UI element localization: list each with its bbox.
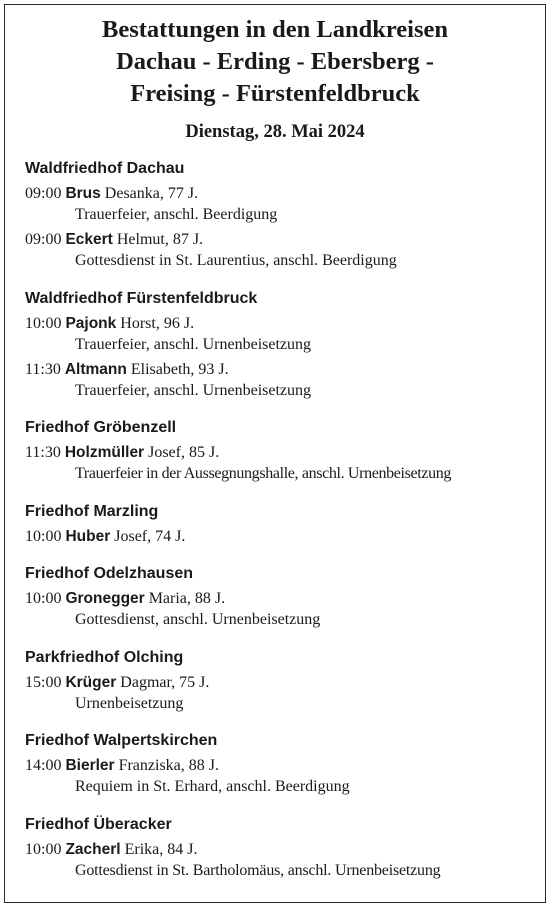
burial-entry (25, 672, 540, 714)
deceased-surname: Bierler (65, 757, 115, 774)
cemetery-section (25, 730, 540, 797)
cemetery-section (25, 158, 540, 271)
deceased-given-name-age: Maria, 88 J. (148, 590, 226, 607)
notice-header (0, 14, 550, 144)
burial-entry (25, 839, 540, 881)
cemetery-name: Friedhof Walpertskirchen (25, 732, 218, 749)
deceased-given-name-age: Dagmar, 75 J. (120, 673, 210, 691)
cemetery-name: Waldfriedhof Dachau (25, 160, 185, 177)
burial-time: 15:00 (25, 673, 62, 691)
deceased-surname: Krüger (65, 673, 117, 691)
burial-list (25, 158, 540, 897)
ceremony-detail: Urnenbeisetzung (75, 694, 184, 712)
deceased-surname: Zacherl (65, 840, 121, 858)
burial-entry (25, 229, 540, 271)
deceased-given-name-age: Desanka, 77 J. (104, 185, 199, 202)
deceased-surname: Eckert (65, 231, 113, 248)
cemetery-section (25, 417, 540, 484)
title-line-1: Bestattungen in den Landkreisen (101, 16, 449, 43)
deceased-given-name-age: Elisabeth, 93 J. (130, 360, 229, 378)
deceased-given-name-age: Horst, 96 J. (120, 314, 195, 332)
burial-entry (25, 442, 540, 484)
burial-time: 10:00 (25, 840, 62, 858)
ceremony-detail: Trauerfeier in der Aussegnungshalle, anschl. Urnenbeisetzung (75, 465, 452, 482)
burial-time: 11:30 (25, 360, 61, 378)
cemetery-section (25, 288, 540, 401)
deceased-surname: Holzmüller (64, 444, 145, 461)
cemetery-name: Friedhof Gröbenzell (25, 419, 177, 436)
deceased-given-name-age: Franziska, 88 J. (118, 757, 220, 774)
burial-entry (25, 313, 540, 355)
deceased-surname: Brus (65, 185, 101, 202)
ceremony-detail: Gottesdienst in St. Laurentius, anschl. Beerdigung (75, 252, 397, 269)
burial-entry (25, 359, 540, 401)
ceremony-detail: Requiem in St. Erhard, anschl. Beerdigung (75, 778, 350, 795)
cemetery-name: Friedhof Überacker (25, 815, 172, 833)
cemetery-section (25, 814, 540, 881)
deceased-surname: Altmann (64, 360, 127, 378)
cemetery-name: Friedhof Odelzhausen (25, 565, 194, 582)
cemetery-section (25, 563, 540, 630)
ceremony-detail: Trauerfeier, anschl. Urnenbeisetzung (75, 381, 312, 399)
burial-time: 09:00 (25, 185, 62, 202)
deceased-surname: Huber (65, 527, 111, 545)
burial-time: 10:00 (25, 527, 62, 545)
deceased-surname: Gronegger (65, 590, 145, 607)
notice-date: Dienstag, 28. Mai 2024 (185, 122, 365, 142)
ceremony-detail: Trauerfeier, anschl. Beerdigung (75, 206, 278, 223)
burial-time: 09:00 (25, 231, 62, 248)
burial-entry (25, 588, 540, 630)
burial-time: 11:30 (25, 444, 61, 461)
cemetery-name: Waldfriedhof Fürstenfeldbruck (25, 289, 258, 307)
title-line-3: Freising - Fürstenfeldbruck (130, 80, 420, 107)
ceremony-detail: Trauerfeier, anschl. Urnenbeisetzung (75, 335, 312, 353)
burial-time: 14:00 (25, 757, 62, 774)
cemetery-name: Friedhof Marzling (25, 502, 159, 520)
cemetery-section (25, 501, 540, 547)
deceased-given-name-age: Helmut, 87 J. (116, 231, 204, 248)
burial-time: 10:00 (25, 590, 62, 607)
ceremony-detail: Gottesdienst in St. Bartholomäus, anschl. Urnenbeisetzung (75, 861, 441, 879)
deceased-given-name-age: Josef, 74 J. (114, 527, 186, 545)
deceased-surname: Pajonk (65, 314, 117, 332)
burial-entry (25, 526, 540, 547)
ceremony-detail: Gottesdienst, anschl. Urnenbeisetzung (75, 611, 321, 628)
deceased-given-name-age: Erika, 84 J. (124, 840, 198, 858)
burial-entry (25, 183, 540, 225)
deceased-given-name-age: Josef, 85 J. (148, 444, 220, 461)
burial-entry (25, 755, 540, 797)
burial-time: 10:00 (25, 314, 62, 332)
cemetery-section (25, 647, 540, 714)
title-line-2: Dachau - Erding - Ebersberg - (116, 48, 434, 75)
cemetery-name: Parkfriedhof Olching (25, 648, 184, 666)
